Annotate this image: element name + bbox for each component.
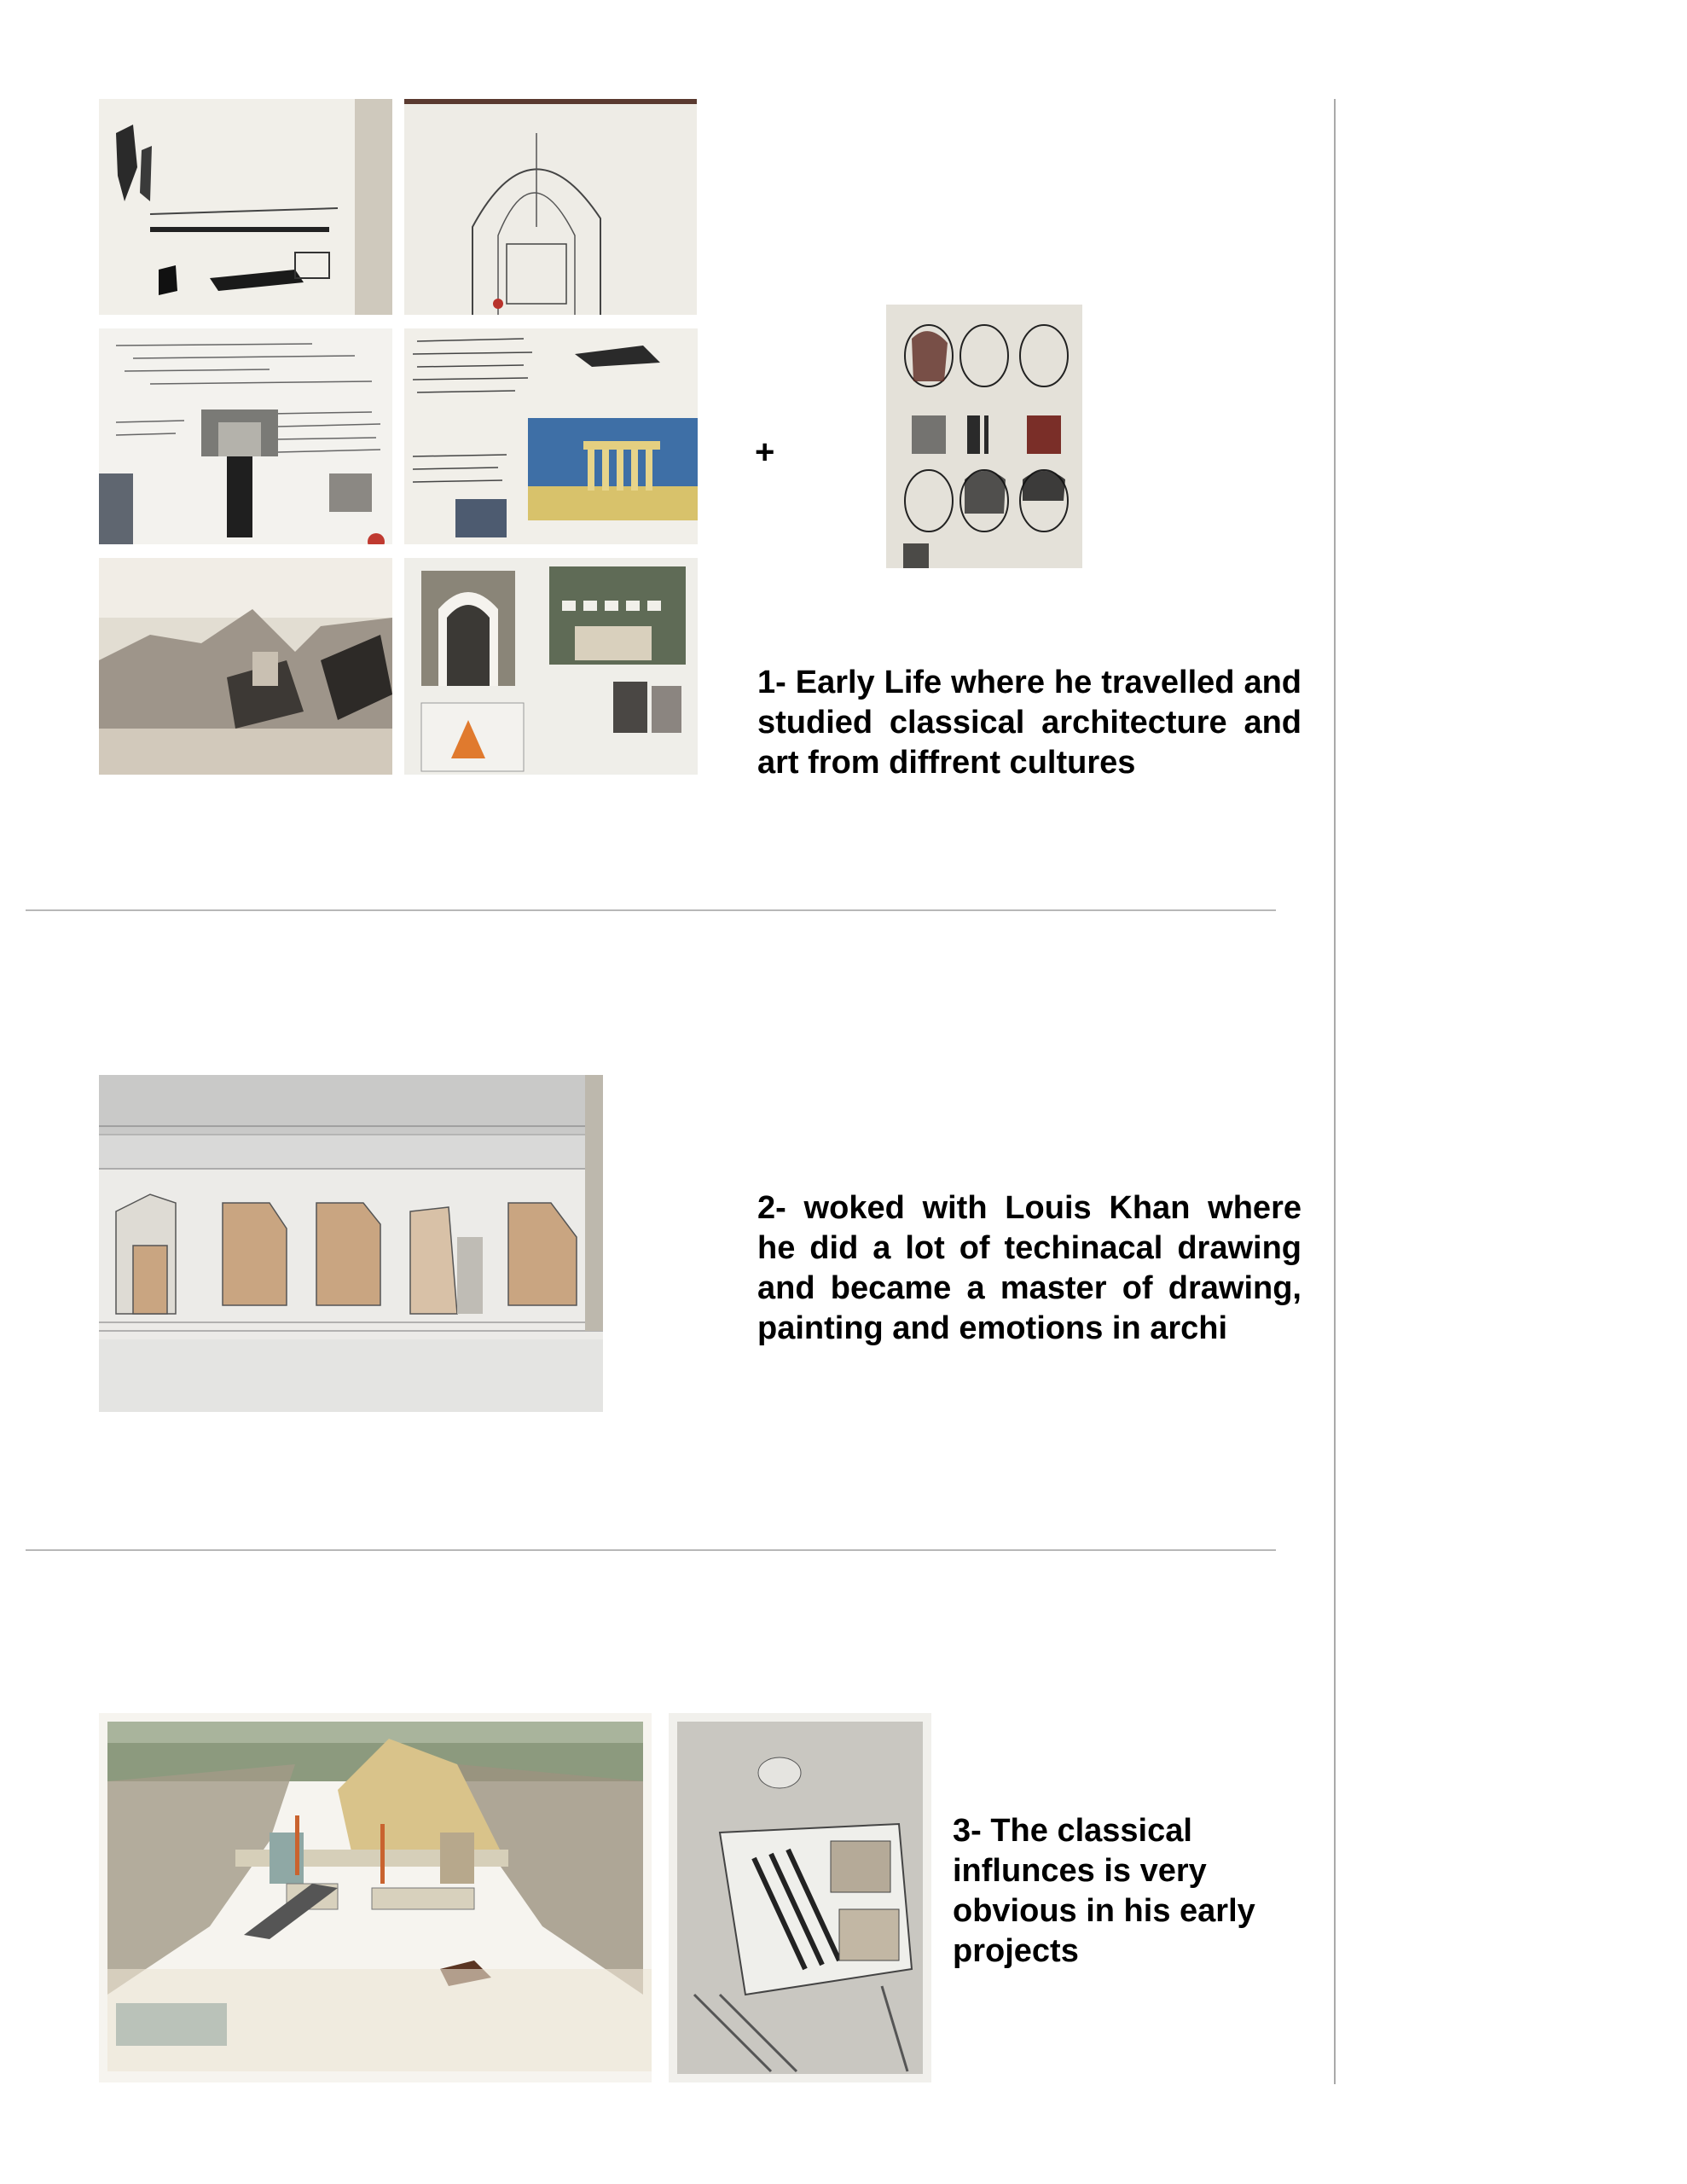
faces-sketch-photo xyxy=(886,305,1082,568)
section1-caption: 1- Early Life where he travelled and studied classical architecture and art from diffrent cultures xyxy=(757,665,1301,781)
fortress-photo xyxy=(99,558,392,775)
right-margin-rule xyxy=(1334,99,1336,2084)
section3-caption: 3- The classical influnces is very obvious in his early projects xyxy=(953,1813,1255,1969)
technical-drawing-photo xyxy=(99,1075,603,1412)
handwritten-notes-photo xyxy=(99,328,392,544)
plus-sign: + xyxy=(755,433,775,471)
landscape-project-rendering xyxy=(99,1713,652,2082)
sketchbook-landscape-photo xyxy=(99,99,392,315)
perspective-sketch-rendering xyxy=(669,1713,931,2082)
collage-arches-photo xyxy=(404,558,698,775)
section2-caption: 2- woked with Louis Khan where he did a lot of techinacal drawing and became a master of drawing, painting and emotions in archi xyxy=(757,1190,1301,1346)
dome-sketch-photo xyxy=(404,99,697,315)
section-divider-1 xyxy=(26,909,1276,911)
watercolor-temple-photo xyxy=(404,328,698,544)
section-divider-2 xyxy=(26,1549,1276,1551)
